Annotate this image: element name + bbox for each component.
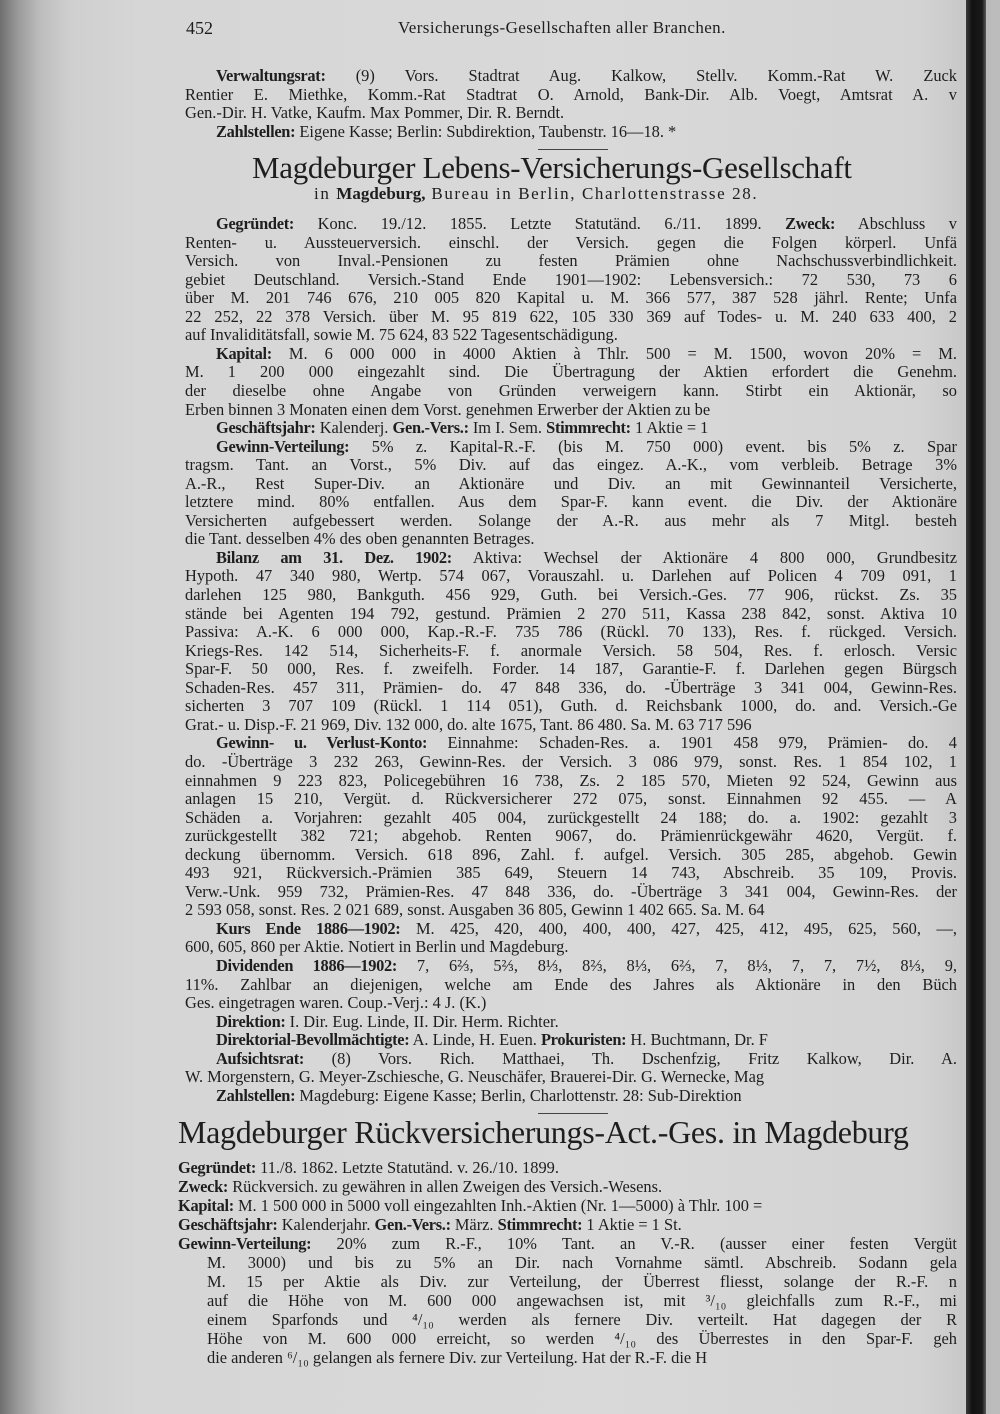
field-text: Aktiva: Wechsel der Aktionäre 4 800 000, Grundbesitz <box>451 547 957 567</box>
text-line <box>185 863 957 882</box>
field-text: 22 252, 22 378 Versich. über M. 95 819 622, 105 330 369 auf Todes- u. M. 240 633 400, 2 <box>185 306 957 326</box>
text-line <box>178 1196 957 1215</box>
company-title-lebens: Magdeburger Lebens-Versicherungs-Gesellschaft <box>252 150 852 185</box>
text-line <box>185 270 957 289</box>
text-line <box>185 362 957 381</box>
field-text: (8) Vors. Rich. Matthaei, Th. Dschenfzig, Fritz Kalkow, Dir. A. <box>304 1048 957 1068</box>
field-label: Zweck: <box>785 214 836 233</box>
field-text: M. 425, 420, 400, 400, 400, 427, 425, 412, 495, 625, 560, —, <box>400 918 957 938</box>
field-text: tragsm. Tant. an Vorst., 5% Div. auf das eingez. A.-K., vom verbleib. Betrage 3% <box>185 455 957 475</box>
text-line <box>185 975 957 994</box>
field-text: Ges. eingetragen waren. Coup.-Verj.: 4 J. (K.) <box>185 993 487 1013</box>
field-text: einem Sparfonds und ⁴/₁₀ werden als fernere Div. verteilt. Hat dagegen der R <box>207 1310 957 1329</box>
field-text: Kalenderjahr. <box>277 1215 375 1234</box>
field-text: Magdeburg: Eigene Kasse; Berlin, Charlottenstr. 28: Sub-Direktion <box>295 1085 742 1105</box>
field-text: 11%. Zahlbar an diejenigen, welche am Ende des Jahres als Aktionäre in den Büch <box>185 974 957 994</box>
field-text: W. Morgenstern, G. Meyer-Zschiesche, G. Neuschäfer, Brauerei-Dir. G. Wernecke, Mag <box>185 1067 765 1087</box>
subtitle-prefix: in <box>314 184 337 203</box>
text-line <box>185 251 957 270</box>
text-line <box>185 771 957 790</box>
field-text: 600, 605, 860 per Aktie. Notiert in Berlin und Magdeburg. <box>185 937 569 957</box>
field-label: Verwaltungsrat: <box>216 66 326 85</box>
field-text: M. 1 500 000 in 5000 voll eingezahlten Inh.-Aktien (Nr. 1—5000) à Thlr. 100 = <box>233 1196 763 1215</box>
text-line <box>185 882 957 901</box>
field-text: darlehen 125 980, Bankguth. 456 929, Guth. bei Versich.-Ges. 77 906, rückst. Zs. 35 <box>185 585 957 604</box>
field-text: März. <box>450 1215 498 1234</box>
text-line <box>185 659 957 678</box>
field-label: Gewinn-Verteilung: <box>216 436 350 456</box>
text-line <box>185 585 957 604</box>
field-label: Kapital: <box>216 343 272 363</box>
company-subtitle <box>314 184 758 204</box>
field-text: Renten- u. Aussteuerversich. einschl. der Versich. gegen die Folgen körperl. Unfä <box>185 232 957 252</box>
field-label: Stimmrecht: <box>497 1215 583 1234</box>
field-text: (9) Vors. Stadtrat Aug. Kalkow, Stellv. Komm.-Rat W. Zuck <box>325 66 957 85</box>
field-text: Einnahme: Schaden-Res. a. 1901 458 979, Prämien- do. 4 <box>427 733 957 753</box>
field-text: der dieselbe ohne Angabe von Gründen verweigern kann. Stirbt ein Aktionär, so <box>185 380 957 400</box>
field-text: I. Dir. Eug. Linde, II. Dir. Herm. Richter. <box>285 1011 559 1031</box>
field-text: Versicherten aufgebessert werden. Solange der A.-R. aus mehr als 7 Mitgl. besteh <box>185 510 957 530</box>
text-line <box>185 325 957 344</box>
text-line <box>185 381 957 400</box>
field-text: über M. 201 746 676, 210 005 820 Kapital u. M. 366 577, 387 528 jährl. Rente; Unfa <box>185 288 957 308</box>
field-text: 11./8. 1862. Letzte Statutänd. v. 26./10. 1899. <box>256 1158 559 1177</box>
book-spine-shadow <box>966 0 986 1414</box>
field-text: M. 3000) und bis zu 5% an Dir. nach Vornahme sämtl. Abschreib. Sodann gela <box>207 1253 957 1272</box>
text-line <box>185 845 957 864</box>
field-text: Kriegs-Res. 142 514, Sicherheits-F. f. anormale Versich. 58 504, Res. f. erlosch. Versic <box>185 640 957 660</box>
text-line <box>185 566 957 585</box>
text-line <box>185 641 957 660</box>
field-text: Schaden-Res. 457 311, Prämien- do. 47 848 336, do. -Überträge 3 341 004, Gewinn-Res. <box>185 677 957 697</box>
field-text: stände bei Agenten 194 792, gestund. Prämien 2 270 511, Kassa 238 842, sonst. Aktiva 10 <box>185 603 957 623</box>
text-line <box>185 455 957 474</box>
text-line <box>207 1291 957 1310</box>
field-label: Kapital: <box>178 1196 234 1215</box>
text-line <box>216 548 957 567</box>
field-text: Verw.-Unk. 959 732, Prämien-Res. 47 848 336, do. -Überträge 3 341 004, Gewinn-Res. der <box>185 881 957 901</box>
field-text: M. 6 000 000 in 4000 Aktien à Thlr. 500 = M. 1500, wovon 20% = M. <box>271 343 957 363</box>
field-label: Direktion: <box>216 1011 286 1031</box>
text-line <box>185 400 957 419</box>
field-text: Abschluss v <box>835 214 957 233</box>
text-line <box>216 214 957 233</box>
text-line <box>178 1177 957 1196</box>
text-line <box>207 1329 957 1348</box>
field-text: 2 593 058, sonst. Res. 2 021 689, sonst. Ausgaben 36 805, Gewinn 1 402 665. Sa. M. 64 <box>185 900 765 920</box>
text-line <box>185 826 957 845</box>
text-line <box>185 900 957 919</box>
text-line <box>185 789 957 808</box>
field-text: 493 921, Rückversich.-Prämien 385 649, Steuern 14 743, Abschreib. 35 109, Provis. <box>185 863 957 883</box>
field-label: Gegründet: <box>216 214 295 233</box>
text-line <box>185 85 957 104</box>
field-text: 1 Aktie = 1 St. <box>582 1215 682 1234</box>
field-text: Im I. Sem. <box>468 418 547 438</box>
field-label: Direktorial-Bevollmächtigte: <box>216 1030 410 1050</box>
field-text: Passiva: A.-K. 6 000 000, Kap.-R.-F. 735 786 (Rückl. 70 133), Res. f. rückged. Versich. <box>185 622 957 642</box>
field-label: Stimmrecht: <box>546 418 631 438</box>
text-line <box>185 752 957 771</box>
facing-page-edge <box>986 0 1000 1414</box>
field-text: Versich. von Inval.-Pensionen zu festen Prämien ohne Nachschussverbindlichkeit. <box>185 251 957 271</box>
field-label: Gewinn- u. Verlust-Konto: <box>216 733 428 753</box>
field-text: sicherten 3 707 109 (Rückl. 1 114 051), Guth. d. Reichsbank 1000, do. and. Versich.-Ge <box>185 696 957 716</box>
text-line <box>207 1253 957 1272</box>
field-text: zurückgestellt 382 721; abgehob. Renten 9067, do. Prämienrückgewähr 4620, Vergüt. f. <box>185 826 957 846</box>
field-text: M. 15 per Aktie als Div. zur Verteilung, der Überrest fliesst, solange der R.-F. n <box>207 1272 957 1291</box>
text-line <box>185 307 957 326</box>
field-text: deckung übernomm. Versich. 618 896, Zahl. f. aufgel. Versich. 305 285, abgehob. Gewin <box>185 844 957 864</box>
text-line <box>185 1067 957 1086</box>
field-text: M. 1 200 000 eingezahlt sind. Die Übertragung der Aktien erfordert die Genehm. <box>185 362 957 382</box>
field-text: A. Linde, H. Euen. <box>409 1030 541 1050</box>
text-line <box>216 956 957 975</box>
subtitle-city: Magdeburg, <box>336 184 426 203</box>
text-line <box>216 1086 957 1105</box>
field-text: Konc. 19./12. 1855. Letzte Statutänd. 6./11. 1899. <box>294 214 786 233</box>
field-text: H. Buchtmann, Dr. F <box>626 1030 768 1050</box>
field-label: Dividenden 1886—1902: <box>216 956 398 975</box>
text-line <box>185 937 957 956</box>
field-label: Gen.-Vers.: <box>392 418 469 438</box>
field-label: Prokuristen: <box>540 1030 627 1050</box>
text-line <box>216 733 957 752</box>
field-label: Gegründet: <box>178 1158 257 1177</box>
field-text: Gen.-Dir. H. Vatke, Kaufm. Max Pommer, Dir. R. Berndt. <box>185 103 565 123</box>
text-line <box>185 492 957 511</box>
text-line <box>185 604 957 623</box>
field-text: 1 Aktie = 1 <box>630 418 709 438</box>
field-label: Zweck: <box>178 1177 229 1196</box>
text-line <box>216 919 957 938</box>
text-line <box>185 103 957 122</box>
text-line <box>216 1012 957 1031</box>
field-text: gebiet Deutschland. Versich.-Stand Ende 1901—1902: Lebensversich.: 72 530, 73 6 <box>185 269 957 289</box>
field-text: auf Invaliditätsfall, sowie M. 75 624, 83 522 Tagesentschädigung. <box>185 325 618 345</box>
text-line <box>216 66 957 85</box>
field-text: Schäden a. Vorjahren: gezahlt 405 004, zurückgestellt 24 188; do. a. 1902: gezahlt 3 <box>185 807 957 827</box>
text-line <box>185 622 957 641</box>
running-title: Versicherungs-Gesellschaften aller Branchen. <box>398 18 726 37</box>
subtitle-address: Bureau in Berlin, Charlottenstrasse 28. <box>425 184 759 203</box>
field-text: auf die Höhe von M. 600 000 angewachsen ist, mit ³/₁₀ gleichfalls zum R.-F., mi <box>207 1291 957 1310</box>
text-line <box>185 529 957 548</box>
field-text: letztere mind. 80% entfallen. Aus dem Spar-F. kann event. die Div. der Aktionäre <box>185 492 957 512</box>
text-line <box>216 1030 957 1049</box>
page-number: 452 <box>186 18 213 38</box>
field-label: Kurs Ende 1886—1902: <box>216 918 401 938</box>
field-label: Geschäftsjahr: <box>178 1215 278 1234</box>
text-line <box>207 1272 957 1291</box>
text-line <box>185 808 957 827</box>
text-line <box>185 696 957 715</box>
field-text: Erben binnen 3 Monaten einen dem Vorst. genehmen Erwerber der Aktien zu be <box>185 399 711 419</box>
text-line <box>185 715 957 734</box>
text-line <box>185 474 957 493</box>
field-text: einnahmen 9 223 823, Policegebühren 16 738, Zs. 2 185 570, Mieten 92 524, Gewinn aus <box>185 770 957 790</box>
field-text: A.-R., Rest Super-Div. an Aktionäre und Div. an mit Gewinnanteil Versicherte, <box>185 473 957 493</box>
field-label: Zahlstellen: <box>216 1085 296 1105</box>
field-text: 20% zum R.-F., 10% Tant. an V.-R. (ausser einer festen Vergüt <box>311 1234 957 1253</box>
field-label: Geschäftsjahr: <box>216 418 316 438</box>
text-line <box>178 1158 957 1177</box>
text-line <box>185 288 957 307</box>
text-line <box>185 511 957 530</box>
field-text: Hypoth. 47 340 980, Wertp. 574 067, Vorauszahl. u. Darlehen auf Policen 4 709 091, 1 <box>185 566 957 586</box>
field-text: die anderen ⁶/₁₀ gelangen als fernere Div. zur Verteilung. Hat der R.-F. die H <box>207 1348 708 1367</box>
field-text: 7, 6⅔, 5⅔, 8⅓, 8⅔, 8⅓, 6⅔, 7, 8⅓, 7, 7, 7½, 8⅓, 9, <box>397 956 957 975</box>
field-text: Höhe von M. 600 000 erreicht, so werden ⁴/₁₀ des Überrestes in den Spar-F. geh <box>207 1329 957 1348</box>
field-text: 5% z. Kapital-R.-F. (bis M. 750 000) event. bis 5% z. Spar <box>349 436 957 456</box>
field-label: Gen.-Vers.: <box>374 1215 451 1234</box>
text-line <box>216 437 957 456</box>
company-title-rueckversicherung: Magdeburger Rückversicherungs-Act.-Ges. in Magdeburg <box>178 1114 909 1150</box>
field-label: Zahlstellen: <box>216 121 296 141</box>
field-text: Rückversich. zu gewähren in allen Zweigen des Versich.-Wesens. <box>228 1177 663 1196</box>
text-line <box>207 1310 957 1329</box>
text-line <box>207 1348 957 1367</box>
text-line <box>178 1215 957 1234</box>
field-text: do. -Überträge 3 232 263, Gewinn-Res. der Versich. 3 086 979, sonst. Res. 1 854 102, 1 <box>185 751 957 771</box>
text-line <box>216 122 957 141</box>
text-line <box>185 678 957 697</box>
text-line <box>185 233 957 252</box>
field-text: Rentier E. Miethke, Komm.-Rat Stadtrat O. Arnold, Bank-Dir. Alb. Voegt, Amtsrat A. v <box>185 84 957 104</box>
field-text: anlagen 15 210, Vergüt. d. Rückversicherer 272 075, sonst. Einnahmen 92 455. — A <box>185 789 957 809</box>
text-line <box>216 418 957 437</box>
field-text: die Tant. desselben 4% des oben genannten Betrages. <box>185 529 535 549</box>
field-label: Aufsichtsrat: <box>216 1048 305 1068</box>
field-label: Bilanz am 31. Dez. 1902: <box>216 547 452 567</box>
text-line <box>216 344 957 363</box>
field-text: Spar-F. 50 000, Res. f. zweifelh. Forder. 14 187, Garantie-F. f. Darlehen gegen Bürgsch <box>185 659 957 679</box>
field-text: Kalenderj. <box>315 418 393 438</box>
text-line <box>185 993 957 1012</box>
text-line <box>216 1049 957 1068</box>
field-text: Eigene Kasse; Berlin: Subdirektion, Taubenstr. 16—18. * <box>295 121 677 141</box>
field-text: Grat.- u. Disp.-F. 21 969, Div. 132 000, do. alte 1675, Tant. 86 480. Sa. M. 63 717 596 <box>185 714 752 734</box>
field-label: Gewinn-Verteilung: <box>178 1234 312 1253</box>
text-line <box>178 1234 957 1253</box>
